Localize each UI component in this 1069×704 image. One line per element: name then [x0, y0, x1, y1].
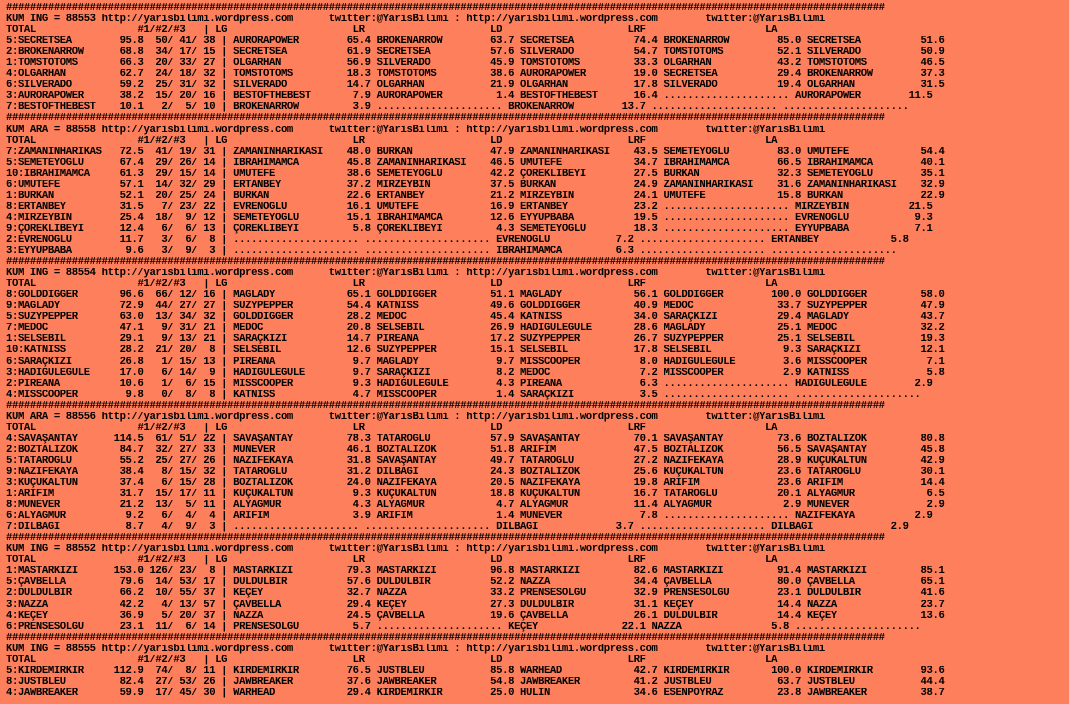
text-line: TOTAL #1/#2/#3 | LG LR LD LRF LA — [6, 555, 778, 567]
text-line: TOTAL #1/#2/#3 | LG LR LD LRF LA — [6, 135, 778, 147]
text-line: 8:ERTANBEY 31.5 7/ 23/ 22 | EVRENOĞLU 16.1 UMUTEFE 16.9 ERTANBEY 23.2 ..................... MİRZEYBİN 21.5 — [6, 201, 933, 213]
text-line: 9:NAZİFEKAYA 38.4 8/ 15/ 32 | TATAROĞLU 31.2 DİLBAĞI 24.3 BOZTALİZOK 25.6 KÜÇÜKALTUN 23.6 TATAROĞLU 30.1 — [6, 466, 945, 478]
text-line: TOTAL #1/#2/#3 | LG LR LD LRF LA — [6, 654, 778, 666]
text-line: 5:TATAROĞLU 55.2 25/ 27/ 26 | NAZİFEKAYA 31.8 SAVAŞANTAY 49.7 TATAROĞLU 27.2 NAZİFEKAYA 28.9 KÜÇÜKALTUN 42.9 — [6, 455, 945, 467]
text-line: 4:JAWBREAKER 59.9 17/ 45/ 30 | WARHEAD 29.4 KIRDEMİRKIR 25.0 HULİN 34.6 ESENPOYRAZ 23.8 JAWBREAKER 38.7 — [6, 687, 945, 699]
text-line: 2:PİREANA 10.6 1/ 6/ 15 | MISSCOOPER 9.3 HADİGÜLEGÜLE 4.3 PİREANA 6.3 ..................... HADİGÜLEGÜLE 2.9 — [6, 378, 933, 390]
text-line: KUM ARA = 88558 http://yarisbilimi.wordpress.com twitter:@YarisBilimi : http://yarisbilimi.wordpress.com twitter:@YarisBilimi — [6, 124, 825, 136]
text-line: ################################################################################################################################################### — [6, 3, 885, 14]
text-line: 6:PRENSESOLGU 23.1 11/ 6/ 14 | PRENSESOLGU 5.7 ..................... KEÇEY 22.1 NAZZA 5.8 ..................... — [6, 621, 921, 633]
text-line: TOTAL #1/#2/#3 | LG LR LD LRF LA — [6, 279, 778, 291]
text-line: 1:BÜRKAN 52.1 20/ 25/ 24 | BÜRKAN 22.6 ERTANBEY 21.2 MİRZEYBİN 24.1 UMUTEFE 15.8 BÜRKAN 22.9 — [6, 190, 945, 202]
text-line: 9:MAGLADY 72.9 44/ 27/ 27 | SUZYPEPPER 54.4 KATNISS 49.6 GOLDDIGGER 40.9 MEDOC 33.7 SUZYPEPPER 47.9 — [6, 301, 945, 313]
text-line: 5:SEMETEYOĞLU 67.4 29/ 26/ 14 | İBRAHİMAMCA 45.8 ZAMANINHARİKASI 46.5 UMUTEFE 34.7 İBRAHİMAMCA 66.5 İBRAHİMAMCA 40.1 — [6, 157, 945, 169]
text-line: 5:SUZYPEPPER 63.0 13/ 34/ 32 | GOLDDIGGER 28.2 MEDOC 45.4 KATNISS 34.0 SARAÇKIZI 29.4 MAGLADY 43.7 — [6, 312, 945, 324]
text-line: 6:ALYAĞMUR 9.2 6/ 4/ 4 | ARİFİM 3.9 ARİFİM 1.4 MÜNEVER 7.8 ..................... NAZİFEKAYA 2.9 — [6, 511, 933, 523]
text-line: 7:ZAMANINHARİKAS 72.5 41/ 19/ 31 | ZAMANINHARİKASI 48.0 BÜRKAN 47.9 ZAMANINHARİKASI 43.5 SEMETEYOĞLU 83.0 UMUTEFE 54.4 — [6, 146, 945, 158]
text-line: 8:JUSTBLEU 82.4 27/ 53/ 26 | JAWBREAKER 37.6 JAWBREAKER 54.8 JAWBREAKER 41.2 JUSTBLEU 63.7 JUSTBLEU 44.4 — [6, 676, 945, 688]
text-line: KUM ING = 88553 http://yarisbilimi.wordpress.com twitter:@YarisBilimi : http://yarisbilimi.wordpress.com twitter:@YarisBilimi — [6, 14, 825, 26]
text-line: 4:MISSCOOPER 9.8 0/ 8/ 8 | KATNISS 4.7 MISSCOOPER 1.4 SARAÇKIZI 3.5 ..................... ..................... — [6, 389, 921, 401]
text-line: 4:OLGARHAN 62.7 24/ 18/ 32 | TOMSTOTOMS 18.3 TOMSTOTOMS 38.6 AURORAPOWER 19.0 SECRETSEA 29.4 BROKENARROW 37.3 — [6, 69, 945, 81]
text-line: ################################################################################################################################################### — [6, 533, 885, 545]
text-line: 3:EYYUPBABA 9.6 3/ 9/ 3 | ..................... ..................... İBRAHİMAMCA 6.3 ..................... ..................... — [6, 246, 897, 258]
text-line: ################################################################################################################################################### — [6, 400, 885, 412]
text-line: 10:KATNISS 28.2 21/ 20/ 8 | SELSEBİL 12.6 SUZYPEPPER 15.1 SELSEBİL 17.8 SELSEBİL 9.3 SARAÇKIZI 12.1 — [6, 345, 945, 357]
text-line: 1:SELSEBİL 29.1 9/ 13/ 21 | SARAÇKIZI 14.7 PİREANA 17.2 SUZYPEPPER 26.7 SUZYPEPPER 25.1 SELSEBİL 19.3 — [6, 334, 945, 346]
text-line: KUM ING = 88552 http://yarisbilimi.wordpress.com twitter:@YarisBilimi : http://yarisbilimi.wordpress.com twitter:@YarisBilimi — [6, 544, 825, 556]
text-line: 7:DİLBAĞI 8.7 4/ 9/ 3 | ..................... ..................... DİLBAĞI 3.7 ..................... DİLBAĞI 2.9 — [6, 522, 909, 534]
text-line: 1:MASTARKIZI 153.0 126/ 23/ 8 | MASTARKIZI 79.3 MASTARKIZI 96.8 MASTARKIZI 82.6 MASTARKIZI 91.4 MASTARKIZI 85.1 — [6, 566, 945, 578]
text-line: 5:SECRETSEA 95.8 50/ 41/ 38 | AURORAPOWER 65.4 BROKENARROW 63.7 SECRETSEA 74.4 BROKENARROW 85.0 SECRETSEA 51.6 — [6, 36, 945, 48]
text-line: 5:KIRDEMİRKIR 112.9 74/ 8/ 11 | KIRDEMİRKIR 76.5 JUSTBLEU 85.8 WARHEAD 42.7 KIRDEMİRKIR 100.0 KIRDEMİRKIR 93.6 — [6, 665, 945, 677]
text-line: 2:EVRENOĞLU 11.7 3/ 6/ 8 | ..................... ..................... EVRENOĞLU 7.2 ..................... ERTANBEY 5.8 — [6, 234, 909, 246]
text-line: KUM ING = 88555 http://yarisbilimi.wordpress.com twitter:@YarisBilimi : http://yarisbilimi.wordpress.com twitter:@YarisBilimi — [6, 643, 825, 655]
text-line: TOTAL #1/#2/#3 | LG LR LD LRF LA — [6, 422, 778, 434]
text-line: KUM ING = 88554 http://yarisbilimi.wordpress.com twitter:@YarisBilimi : http://yarisbilimi.wordpress.com twitter:@YarisBilimi — [6, 268, 825, 280]
text-line: ################################################################################################################################################### — [6, 257, 885, 269]
text-line: 4:KEÇEY 36.9 5/ 20/ 37 | NAZZA 24.5 ÇAVBELLA 19.6 ÇAVBELLA 26.1 DÜLDÜLBİR 14.4 KEÇEY 13.6 — [6, 610, 945, 622]
text-line: 8:GOLDDIGGER 96.6 66/ 12/ 16 | MAGLADY 65.1 GOLDDIGGER 51.1 MAGLADY 56.1 GOLDDIGGER 100.0 GOLDDIGGER 58.0 — [6, 290, 945, 302]
text-line: 1:ARİFİM 31.7 15/ 17/ 11 | KÜÇÜKALTUN 9.3 KÜÇÜKALTUN 18.8 KÜÇÜKALTUN 16.7 TATAROĞLU 20.1 ALYAĞMUR 6.5 — [6, 489, 945, 501]
text-line: TOTAL #1/#2/#3 | LG LR LD LRF LA — [6, 25, 778, 37]
text-line: 2:DÜLDÜLBİR 66.2 10/ 55/ 37 | KEÇEY 32.7 NAZZA 33.2 PRENSESOLGU 32.9 PRENSESOLGU 23.1 DÜLDÜLBİR 41.6 — [6, 588, 945, 600]
text-line: 3:AURORAPOWER 38.2 15/ 20/ 16 | BESTOFTHEBEST 7.9 AURORAPOWER 1.4 BESTOFTHEBEST 16.4 ..................... AURORAPOWER 11.5 — [6, 91, 933, 103]
text-line: 9:ÇOREKLİBEYİ 12.4 6/ 6/ 13 | ÇOREKLİBEYİ 5.8 ÇOREKLİBEYİ 4.3 SEMETEYOĞLU 18.3 ..................... EYYUPBABA 7.1 — [6, 223, 933, 235]
text-line: 7:MEDOC 47.1 9/ 31/ 21 | MEDOC 20.8 SELSEBİL 26.9 HADİGÜLEGÜLE 28.6 MAGLADY 25.1 MEDOC 32.2 — [6, 323, 945, 335]
text-line: 2:BOZTALİZOK 84.7 32/ 27/ 33 | MÜNEVER 46.1 BOZTALİZOK 51.8 ARİFİM 47.5 BOZTALİZOK 56.5 SAVAŞANTAY 45.8 — [6, 444, 945, 456]
text-line: 10:İBRAHİMAMCA 61.3 29/ 15/ 14 | UMUTEFE 38.6 SEMETEYOĞLU 42.2 ÇOREKLİBEYİ 27.5 BÜRKAN 32.3 SEMETEYOĞLU 35.1 — [6, 168, 945, 180]
text-line: 6:UMUTEFE 57.1 14/ 32/ 29 | ERTANBEY 37.2 MİRZEYBİN 37.5 BÜRKAN 24.9 ZAMANINHARİKASI 31.6 ZAMANINHARİKASI 32.9 — [6, 179, 945, 191]
text-line: 1:TOMSTOTOMS 66.3 20/ 33/ 27 | OLGARHAN 56.9 SILVERADO 45.9 TOMSTOTOMS 33.3 OLGARHAN 43.2 TOMSTOTOMS 46.5 — [6, 58, 945, 70]
text-line: 3:KÜÇÜKALTUN 37.4 6/ 15/ 28 | BOZTALİZOK 24.0 NAZİFEKAYA 20.5 NAZİFEKAYA 19.8 ARİFİM 23.6 ARİFİM 14.4 — [6, 478, 945, 490]
text-line: 2:BROKENARROW 68.8 34/ 17/ 15 | SECRETSEA 61.9 SECRETSEA 57.6 SILVERADO 54.7 TOMSTOTOMS 52.1 SILVERADO 50.9 — [6, 47, 945, 59]
text-line: 8:MÜNEVER 21.2 13/ 5/ 11 | ALYAĞMUR 4.3 ALYAĞMUR 4.7 ALYAĞMUR 11.4 ALYAĞMUR 2.9 MÜNEVER 2.9 — [6, 500, 945, 512]
text-line: 5:ÇAVBELLA 79.6 14/ 53/ 17 | DÜLDÜLBİR 57.6 DÜLDÜLBİR 52.2 NAZZA 34.4 ÇAVBELLA 80.0 ÇAVBELLA 65.1 — [6, 577, 945, 589]
text-line: 7:BESTOFTHEBEST 10.1 2/ 5/ 10 | BROKENARROW 3.9 ..................... BROKENARROW 13.7 ..................... ..................... — [6, 102, 909, 114]
text-line: 4:SAVAŞANTAY 114.5 61/ 51/ 22 | SAVAŞANTAY 78.3 TATAROĞLU 57.9 SAVAŞANTAY 70.1 SAVAŞANTAY 73.6 BOZTALİZOK 80.8 — [6, 433, 945, 445]
text-line: ################################################################################################################################################### — [6, 113, 885, 125]
text-line: 3:HADİGÜLEGÜLE 17.0 6/ 14/ 9 | HADİGÜLEGÜLE 9.7 SARAÇKIZI 8.2 MEDOC 7.2 MISSCOOPER 2.9 KATNISS 5.8 — [6, 367, 945, 379]
text-line: ################################################################################################################################################### — [6, 632, 885, 644]
text-line: KUM ARA = 88556 http://yarisbilimi.wordpress.com twitter:@YarisBilimi : http://yarisbilimi.wordpress.com twitter:@YarisBilimi — [6, 411, 825, 423]
text-line: 6:SARAÇKIZI 26.8 1/ 15/ 13 | PİREANA 9.7 MAGLADY 9.7 MISSCOOPER 8.0 HADİGÜLEGÜLE 3.6 MISSCOOPER 7.1 — [6, 356, 945, 368]
text-line: 3:NAZZA 42.2 4/ 13/ 57 | ÇAVBELLA 29.4 KEÇEY 27.3 DÜLDÜLBİR 31.1 KEÇEY 14.4 NAZZA 23.7 — [6, 599, 945, 611]
text-line: 4:MİRZEYBİN 25.4 18/ 9/ 12 | SEMETEYOĞLU 15.1 İBRAHİMAMCA 12.6 EYYUPBABA 19.5 ..................... EVRENOĞLU 9.3 — [6, 212, 933, 224]
text-line: 6:SILVERADO 59.2 25/ 31/ 32 | SILVERADO 14.7 OLGARHAN 21.9 OLGARHAN 17.8 SILVERADO 19.4 OLGARHAN 31.5 — [6, 80, 945, 92]
